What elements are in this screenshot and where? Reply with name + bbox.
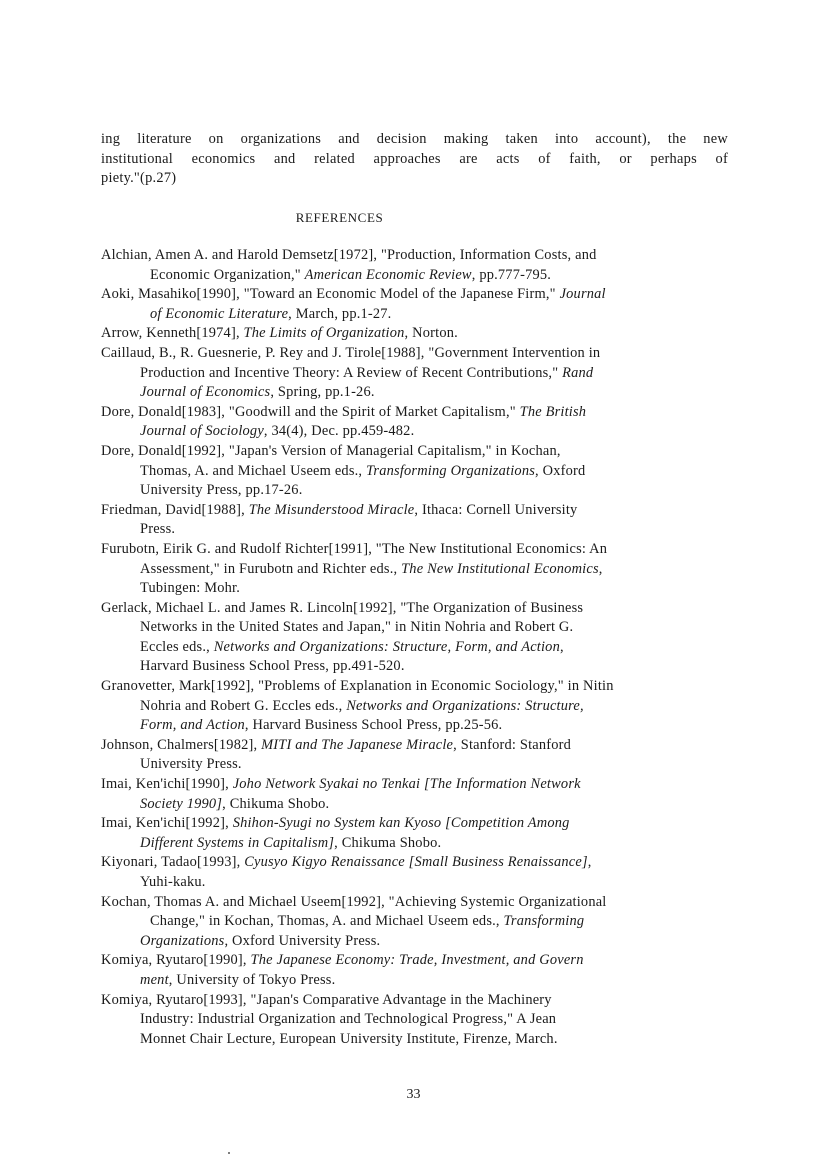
reference-line [101, 442, 728, 462]
reference-line [101, 736, 728, 756]
reference-line [101, 932, 728, 952]
reference-text: Tubingen: Mohr. [140, 580, 241, 597]
reference-italic-text: Journal of Sociology [140, 423, 264, 440]
reference-text: Granovetter, Mark[1992], "Problems of Explanation in Economic Sociology," in Nitin [101, 678, 614, 695]
reference-text: Change," in Kochan, Thomas, A. and Michael Useem eds., [150, 913, 504, 930]
reference-italic-text: The Limits of Organization [243, 325, 405, 342]
reference-line [101, 266, 728, 286]
reference-entry [101, 501, 728, 540]
reference-text: Kiyonari, Tadao[1993], [101, 854, 245, 871]
reference-italic-text: Different Systems in Capitalism] [140, 834, 335, 851]
reference-list [101, 246, 728, 1049]
references-heading: REFERENCES [295, 210, 384, 225]
reference-text: Imai, Ken'ichi[1990], [101, 776, 233, 793]
reference-line [101, 560, 728, 580]
reference-line [101, 873, 728, 893]
reference-text: Johnson, Chalmers[1982], [101, 736, 262, 753]
reference-text: Caillaud, B., R. Guesnerie, P. Rey and J. Tirole[1988], "Government Intervention in [101, 344, 601, 361]
page-number: 33 [406, 1087, 421, 1102]
reference-line [101, 579, 728, 599]
reference-text: , Chikuma Shobo. [334, 834, 442, 851]
reference-text: , Oxford [535, 462, 586, 479]
reference-line [101, 285, 728, 305]
reference-line [101, 814, 728, 834]
intro-line: piety."(p.27) [101, 170, 177, 187]
reference-line [101, 795, 728, 815]
reference-text: Harvard Business School Press, pp.491-520. [140, 658, 405, 675]
reference-line [101, 716, 728, 736]
reference-line [101, 775, 728, 795]
reference-line [101, 305, 728, 325]
reference-text: Imai, Ken'ichi[1992], [101, 815, 233, 832]
reference-line [101, 755, 728, 775]
reference-italic-text: The Japanese Economy: Trade, Investment, and Govern [250, 952, 584, 969]
reference-line [101, 971, 728, 991]
reference-italic-text: Rand [562, 364, 594, 381]
reference-line [101, 599, 728, 619]
reference-text: Eccles eds., [140, 638, 214, 655]
reference-line [101, 246, 728, 266]
reference-entry [101, 324, 728, 344]
reference-line [101, 364, 728, 384]
reference-entry [101, 951, 728, 990]
reference-line [101, 893, 728, 913]
reference-italic-text: Organizations [140, 932, 225, 949]
reference-line [101, 520, 728, 540]
reference-italic-text: American Economic Review [304, 266, 472, 283]
reference-text: Press. [140, 521, 176, 538]
reference-line [101, 951, 728, 971]
reference-italic-text: Journal [559, 286, 606, 303]
reference-line [101, 324, 728, 344]
reference-text: , March, pp.1-27. [288, 305, 392, 322]
reference-entry [101, 246, 728, 285]
reference-line [101, 462, 728, 482]
intro-line: institutional economics and related approaches are acts of faith, or perhaps of [101, 150, 728, 167]
reference-italic-text: The New Institutional Economics [401, 560, 599, 577]
reference-text: Komiya, Ryutaro[1993], "Japan's Comparative Advantage in the Machinery [101, 991, 552, 1008]
reference-line [101, 383, 728, 403]
reference-italic-text: Networks and Organizations: Structure, Form, and Action [213, 638, 560, 655]
reference-text: , Spring, pp.1-26. [270, 384, 375, 401]
reference-text: Assessment," in Furubotn and Richter eds., [140, 560, 402, 577]
reference-line [101, 912, 728, 932]
reference-entry [101, 814, 728, 853]
reference-text: , 34(4), Dec. pp.459-482. [263, 423, 415, 440]
reference-entry [101, 893, 728, 952]
reference-text: , Oxford University Press. [224, 932, 381, 949]
reference-italic-text: ment [140, 971, 169, 988]
reference-line [101, 422, 728, 442]
reference-text: , Ithaca: Cornell University [414, 501, 578, 518]
reference-italic-text: of Economic Literature [150, 305, 289, 322]
reference-text: , [587, 854, 592, 871]
reference-italic-text: Shihon-Syugi no System kan Kyoso [Competition Among [232, 815, 570, 832]
reference-text: Aoki, Masahiko[1990], "Toward an Economic Model of the Japanese Firm," [101, 286, 560, 303]
reference-line [101, 991, 728, 1011]
reference-text: Networks in the United States and Japan," in Nitin Nohria and Robert G. [140, 619, 574, 636]
reference-text: Yuhi-kaku. [140, 874, 206, 890]
scan-speck [228, 1152, 230, 1154]
reference-text: Gerlack, Michael L. and James R. Lincoln[1992], "The Organization of Business [101, 599, 584, 616]
reference-italic-text: Transforming Organizations [366, 462, 536, 479]
reference-text: Arrow, Kenneth[1974], [101, 325, 244, 342]
reference-italic-text: MITI and The Japanese Miracle [261, 736, 454, 753]
reference-text: , [598, 560, 603, 577]
reference-line [101, 853, 728, 873]
reference-text: Thomas, A. and Michael Useem eds., [140, 462, 367, 479]
reference-entry [101, 344, 728, 403]
reference-text: , Chikuma Shobo. [222, 795, 330, 812]
reference-text: Monnet Chair Lecture, European University Institute, Firenze, March. [140, 1030, 558, 1047]
reference-line [101, 697, 728, 717]
reference-italic-text: Transforming [503, 913, 585, 930]
reference-line [101, 677, 728, 697]
reference-text: University Press. [140, 756, 242, 773]
reference-text: Alchian, Amen A. and Harold Demsetz[1972], "Production, Information Costs, and [101, 247, 597, 263]
reference-text: , Norton. [404, 325, 458, 342]
reference-line [101, 1030, 728, 1050]
reference-text: Economic Organization," [150, 266, 305, 283]
reference-entry [101, 853, 728, 892]
reference-text: , [559, 638, 564, 655]
reference-text: Furubotn, Eirik G. and Rudolf Richter[1991], "The New Institutional Economics: An [101, 540, 608, 557]
reference-italic-text: Journal of Economics [140, 384, 271, 401]
reference-entry [101, 442, 728, 501]
reference-italic-text: Form, and Action [140, 717, 245, 734]
reference-text: Friedman, David[1988], [101, 501, 249, 518]
reference-entry [101, 775, 728, 814]
reference-entry [101, 991, 728, 1050]
reference-text: Dore, Donald[1992], "Japan's Version of Managerial Capitalism," in Kochan, [101, 442, 561, 459]
reference-line [101, 481, 728, 501]
reference-text: Nohria and Robert G. Eccles eds., [140, 697, 347, 714]
reference-line [101, 501, 728, 521]
reference-text: University Press, pp.17-26. [140, 482, 303, 499]
intro-paragraph [101, 130, 728, 189]
reference-line [101, 618, 728, 638]
reference-line [101, 540, 728, 560]
reference-entry [101, 403, 728, 442]
reference-entry [101, 540, 728, 599]
reference-text: Komiya, Ryutaro[1990], [101, 952, 251, 969]
reference-text: , Harvard Business School Press, pp.25-56. [244, 717, 503, 734]
reference-text: Dore, Donald[1983], "Goodwill and the Spirit of Market Capitalism," [101, 403, 520, 420]
reference-text: Industry: Industrial Organization and Technological Progress," A Jean [140, 1011, 557, 1028]
reference-text: , Stanford: Stanford [453, 736, 572, 753]
reference-text: , pp.777-795. [471, 266, 552, 283]
reference-italic-text: Society 1990] [140, 795, 223, 812]
reference-text: Kochan, Thomas A. and Michael Useem[1992], "Achieving Systemic Organizational [101, 893, 607, 910]
reference-line [101, 657, 728, 677]
reference-text: Production and Incentive Theory: A Review of Recent Contributions," [140, 364, 563, 381]
reference-italic-text: Networks and Organizations: Structure, [346, 697, 584, 714]
reference-line [101, 834, 728, 854]
reference-entry [101, 599, 728, 677]
reference-entry [101, 677, 728, 736]
reference-text: , University of Tokyo Press. [168, 971, 336, 988]
reference-line [101, 1010, 728, 1030]
reference-line [101, 638, 728, 658]
reference-line [101, 344, 728, 364]
reference-italic-text: Joho Network Syakai no Tenkai [The Information Network [232, 776, 581, 793]
reference-italic-text: The British [519, 403, 587, 420]
reference-italic-text: The Misunderstood Miracle [248, 501, 415, 518]
reference-line [101, 403, 728, 423]
reference-entry [101, 736, 728, 775]
intro-line: ing literature on organizations and decision making taken into account), the new [101, 131, 728, 147]
reference-entry [101, 285, 728, 324]
reference-italic-text: Cyusyo Kigyo Renaissance [Small Business Renaissance] [244, 854, 588, 871]
